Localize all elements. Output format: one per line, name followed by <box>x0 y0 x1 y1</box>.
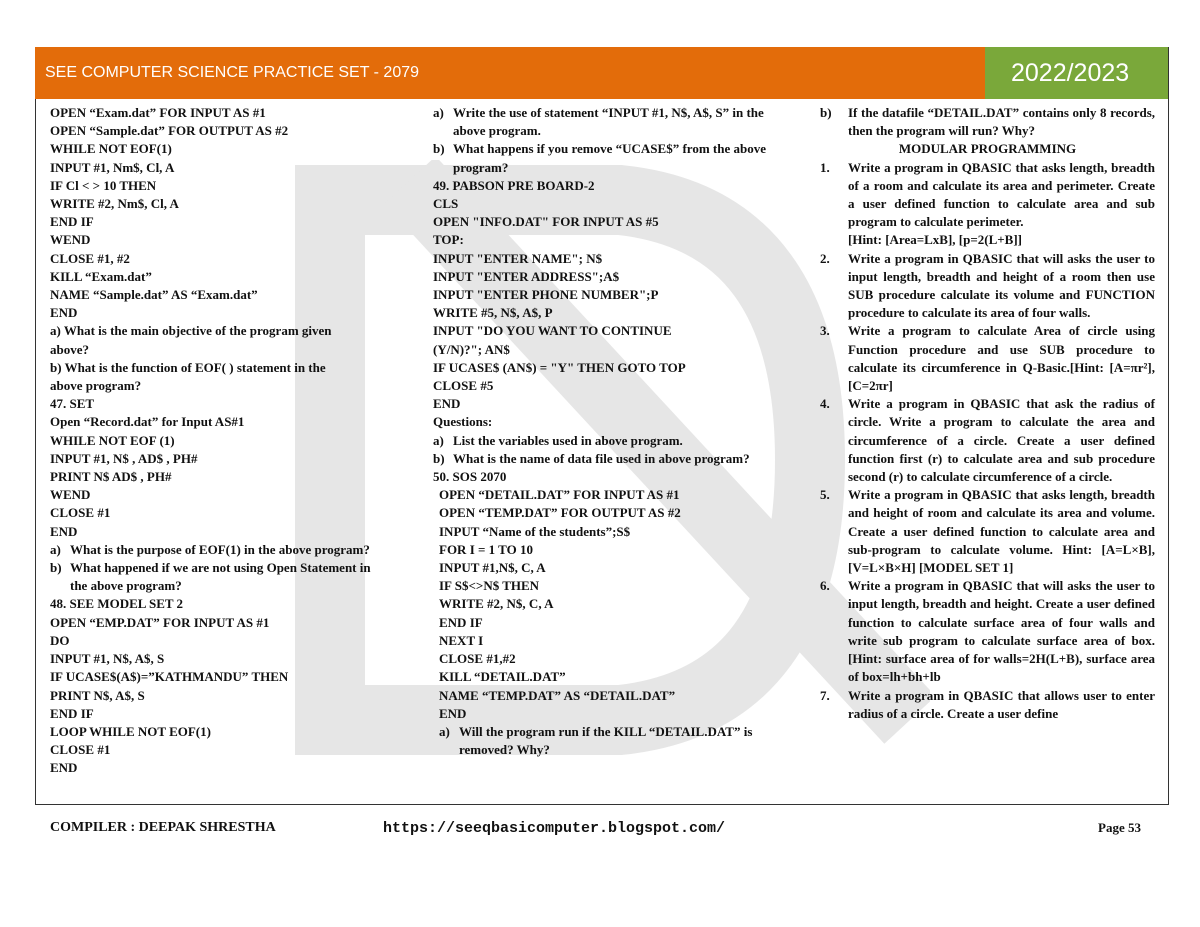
text-line: KILL “DETAIL.DAT” <box>439 669 566 685</box>
item-text: Write a program in QBASIC that will asks the user to input length, breadth and height of a room then use SUB procedure calculate its volume and FUNCTION procedure to calculate its area of four walls. <box>848 250 1155 321</box>
text-line: IF S$<>N$ THEN <box>439 578 540 594</box>
text-line: END <box>433 396 461 412</box>
text-line: LOOP WHILE NOT EOF(1) <box>50 723 211 739</box>
text-line: INPUT #1,N$, C, A <box>439 560 546 576</box>
text-line: NAME “Sample.dat” AS “Exam.dat” <box>50 287 258 303</box>
text-line: CLOSE #5 <box>433 378 494 394</box>
text-line: OPEN “Exam.dat” FOR INPUT AS #1 <box>50 105 266 120</box>
column-1 <box>50 104 380 778</box>
page-header <box>35 47 1168 99</box>
text-line: PRINT N$ AD$ , PH# <box>50 469 172 485</box>
text-line: 48. SEE MODEL SET 2 <box>50 596 184 612</box>
column-3 <box>820 104 1155 723</box>
text-line: b) What is the function of EOF( ) statement in the <box>50 359 326 375</box>
text-line: WRITE #2, Nm$, Cl, A <box>50 196 179 212</box>
text-line: CLS <box>433 196 459 212</box>
text-line: NAME “TEMP.DAT” AS “DETAIL.DAT” <box>439 687 676 703</box>
item-text: [Hint: [Area=LxB], [p=2(L+B]] <box>848 232 1022 248</box>
item-text: If the datafile “DETAIL.DAT” contains only 8 records, then the program will run? Why? <box>848 105 1155 139</box>
text-line: OPEN “Sample.dat” FOR OUTPUT AS #2 <box>50 123 289 139</box>
item-marker: a) <box>433 432 444 448</box>
item-text: Write a program in QBASIC that asks length, breadth and height of room and calculate its area and volume. Create a user defined function to calculate area and sub-program to calculate volume. Hint: [A=L×B], [V=L×B×H] [MODEL SET 1] <box>848 487 1155 576</box>
text-line: END IF <box>50 214 94 230</box>
question-item <box>50 559 380 595</box>
text-line: PRINT N$, A$, S <box>50 687 145 703</box>
question-item <box>50 541 380 559</box>
text-line: 49. PABSON PRE BOARD-2 <box>433 177 595 193</box>
text-line: INPUT “Name of the students”;S$ <box>439 523 631 539</box>
text-line: OPEN "INFO.DAT" FOR INPUT AS #5 <box>433 214 659 230</box>
item-text: What happened if we are not using Open Statement in the above program? <box>70 560 371 594</box>
item-marker: 7. <box>820 687 830 703</box>
text-line: CLOSE #1 <box>50 505 111 521</box>
item-text: Will the program run if the KILL “DETAIL.DAT” is removed? Why? <box>459 723 753 758</box>
text-line: END IF <box>50 705 94 721</box>
text-line: INPUT "ENTER ADDRESS";A$ <box>433 268 620 284</box>
text-line: IF Cl < > 10 THEN <box>50 177 157 193</box>
text-line: Open “Record.dat” for Input AS#1 <box>50 414 245 430</box>
text-line: IF UCASE$ (AN$) = "Y" THEN GOTO TOP <box>433 359 686 375</box>
text-line: INPUT "ENTER PHONE NUMBER";P <box>433 287 659 303</box>
item-text: Write a program to calculate Area of circle using Function procedure and use SUB procedure to calculate its circumference in Q-Basic.[Hint: [A=πr²], [C=2πr] <box>848 323 1155 394</box>
column-2 <box>433 104 773 759</box>
text-line: DO <box>50 632 70 648</box>
text-line: WHILE NOT EOF(1) <box>50 141 172 157</box>
text-line: KILL “Exam.dat” <box>50 268 152 284</box>
item-marker: 4. <box>820 396 830 412</box>
text-line: a) What is the main objective of the program given <box>50 323 332 339</box>
item-marker: a) <box>50 541 61 557</box>
text-line: CLOSE #1 <box>50 742 111 758</box>
item-text: Write a program in QBASIC that will asks the user to input length, breadth and height. Create a user defined function to calculate surface area of four walls and write sub program to calculate surface area of box. [Hint: surface area of for walls=2H(L+B), surface area of box=lh+bh+lb <box>848 578 1155 685</box>
question-item <box>820 104 1155 140</box>
question-item <box>820 687 1155 723</box>
text-line: above? <box>50 341 89 357</box>
text-line: NEXT I <box>439 632 484 648</box>
text-line: CLOSE #1,#2 <box>439 651 516 667</box>
item-marker: b) <box>433 450 445 466</box>
item-marker: b) <box>433 141 445 157</box>
text-line: INPUT "DO YOU WANT TO CONTINUE <box>433 323 672 339</box>
text-line: WRITE #5, N$, A$, P <box>433 305 553 321</box>
item-text: What happens if you remove “UCASE$” from the above program? <box>453 141 766 175</box>
text-line: IF UCASE$(A$)=”KATHMANDU” THEN <box>50 669 289 685</box>
text-line: Questions: <box>433 414 493 430</box>
text-line: END <box>439 705 467 721</box>
question-item <box>820 159 1155 232</box>
item-text: Write a program in QBASIC that ask the radius of circle. Write a program to calculate the area and circumference of a circle. Create a user defined function first (r) to calculate area and sub procedure second (r) to calculate circumference of a circle. <box>848 396 1155 485</box>
text-line: OPEN “TEMP.DAT” FOR OUTPUT AS #2 <box>439 505 681 521</box>
question-item <box>820 322 1155 395</box>
text-line: WRITE #2, N$, C, A <box>439 596 554 612</box>
question-item <box>433 104 773 140</box>
text-line: above program? <box>50 378 142 394</box>
text-line: OPEN “DETAIL.DAT” FOR INPUT AS #1 <box>439 487 680 503</box>
text-line: TOP: <box>433 232 464 248</box>
item-text: Write a program in QBASIC that asks length, breadth of a room and calculate its area and perimeter. Create a user defined function to calculate area and sub program to calculate perimeter. <box>848 159 1155 230</box>
header-year: 2022/2023 <box>985 47 1168 99</box>
item-marker: a) <box>439 723 450 739</box>
item-marker: 3. <box>820 323 830 339</box>
text-line: MODULAR PROGRAMMING <box>898 141 1077 157</box>
item-marker: 2. <box>820 250 830 266</box>
item-marker: b) <box>820 105 832 120</box>
text-line: WEND <box>50 232 91 248</box>
text-line: INPUT #1, Nm$, Cl, A <box>50 159 175 175</box>
text-line: FOR I = 1 TO 10 <box>439 541 533 557</box>
text-line: END <box>50 760 78 776</box>
question-item <box>820 577 1155 686</box>
text-line: INPUT "ENTER NAME"; N$ <box>433 250 603 266</box>
item-marker <box>820 231 848 249</box>
question-item <box>820 486 1155 577</box>
footer-page-number: Page 53 <box>1098 820 1141 835</box>
text-line: (Y/N)?"; AN$ <box>433 341 510 357</box>
text-line: 47. SET <box>50 396 95 412</box>
item-marker: 6. <box>820 578 830 594</box>
item-text: List the variables used in above program. <box>453 432 683 448</box>
item-text: What is the name of data file used in above program? <box>453 450 750 466</box>
question-item <box>433 432 773 450</box>
text-line: WHILE NOT EOF (1) <box>50 432 175 448</box>
question-item <box>433 140 773 176</box>
item-marker: a) <box>433 105 444 120</box>
item-text: What is the purpose of EOF(1) in the above program? <box>70 541 370 557</box>
footer-compiler: COMPILER : DEEPAK SHRESTHA <box>50 820 276 835</box>
text-line: WEND <box>50 487 91 503</box>
text-line: CLOSE #1, #2 <box>50 250 130 266</box>
question-item <box>433 450 773 468</box>
text-line: 50. SOS 2070 <box>433 469 507 485</box>
question-item <box>433 723 773 759</box>
question-item <box>820 250 1155 323</box>
item-text: Write a program in QBASIC that allows user to enter radius of a circle. Create a user define <box>848 687 1155 721</box>
text-line: INPUT #1, N$, A$, S <box>50 651 165 667</box>
text-line: END IF <box>439 614 483 630</box>
item-marker: 1. <box>820 159 830 175</box>
text-line: END <box>50 523 78 539</box>
question-item <box>820 395 1155 486</box>
text-line: END <box>50 305 78 321</box>
text-line: OPEN “EMP.DAT” FOR INPUT AS #1 <box>50 614 270 630</box>
header-title: SEE COMPUTER SCIENCE PRACTICE SET - 2079 <box>35 47 985 99</box>
footer-url[interactable]: https://seeqbasicomputer.blogspot.com/ <box>383 820 726 837</box>
item-marker: b) <box>50 560 62 576</box>
item-marker: 5. <box>820 487 830 503</box>
question-item <box>820 231 1155 249</box>
text-line: INPUT #1, N$ , AD$ , PH# <box>50 450 198 466</box>
item-text: Write the use of statement “INPUT #1, N$, A$, S” in the above program. <box>453 105 764 139</box>
